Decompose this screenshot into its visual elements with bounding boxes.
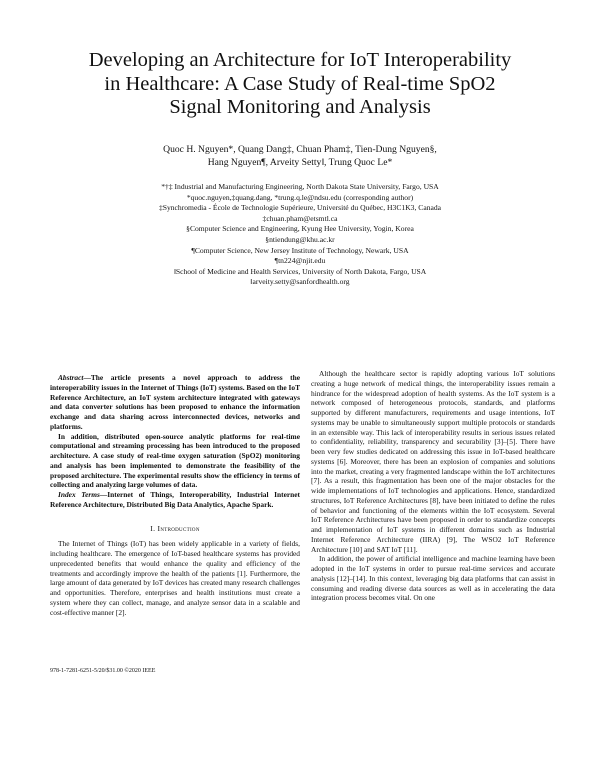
index-terms xyxy=(50,490,300,510)
body-paragraph: Although the healthcare sector is rapidly adopting various IoT solutions creating a huge network of medical things, the interoperability issues remain a hindrance for the widespread adoption of health systems. As the IoT system is a network composed of heterogeneous protocols, standards, and platforms supported by different manufacturers, requirements and usage intentions, IoT systems may be unable to simultaneously support multiple protocols or standards in an extensible way. This lack of interoperability results in serious issues related to confidentiality, reliability, transparency and securability [3]–[5]. There have been very few studies dedicated on addressing this issue in IoT-based healthcare systems [6]. Moreover, there has been an explosion of companies and solutions into the market, creating a very fragmented landscape within the IoT architectures [7]. As a result, this fragmentation has been one of the major obstacles for the wide implementations of IoT technologies and applications. Hence, standardized structures, IoT Reference Architectures [8], have been initiated to define the rules of behavior and functioning of the elements within the IoT ecosystem. Several IoT Reference Architectures have been proposed in order to standardize concepts and implementation of IoT systems in different domains such as Industrial Internet Reference Architecture (IIRA) [9], The WSO2 IoT Reference Architecture [10] and SAT IoT [11]. xyxy=(311,369,555,554)
abstract-paragraph: In addition, distributed open-source analytic platforms for real-time computational and streaming processing has been introduced to the proposed architecture. A case study of real-time oxygen saturation (SpO2) monitoring and analysis has been implemented to demonstrate the feasibility of the proposed architecture. The experimental results show the efficiency in terms of collecting and analyzing large volumes of data. xyxy=(50,431,300,490)
title-line: in Healthcare: A Case Study of Real-time SpO2 xyxy=(104,72,496,95)
section-heading: I. Introduction xyxy=(150,523,200,533)
author-line: Hang Nguyen¶, Arveity Setty‖, Trung Quoc Le* xyxy=(207,157,393,168)
affiliation-line: ‖School of Medicine and Health Services, University of North Dakota, Fargo, USA xyxy=(173,266,427,276)
affiliation-email: §ntiendung@khu.ac.kr xyxy=(265,234,335,244)
affiliation-line: *†‡ Industrial and Manufacturing Engineering, North Dakota State University, Fargo, USA xyxy=(161,182,439,191)
index-terms-label: Index Terms xyxy=(58,490,100,499)
right-column xyxy=(311,369,555,603)
title-line: Signal Monitoring and Analysis xyxy=(169,96,431,118)
paper-title xyxy=(40,49,560,120)
affiliations xyxy=(60,182,540,288)
affiliation-line: §Computer Science and Engineering, Kyung Hee University, Yogin, Korea xyxy=(186,224,414,234)
affiliation-email: ‡chuan.pham@etsmtl.ca xyxy=(262,213,338,223)
abstract-text: —The article presents a novel approach to address the interoperability issues in the Internet of Things (IoT) systems. Based on the IoT Reference Architecture, an IoT system architecture integrated with gateways and data converter solutions has been proposed to enhance the information exchange and data sharing across interconnected devices, networks and platforms. xyxy=(50,373,301,431)
abstract-paragraph xyxy=(50,373,300,432)
abstract xyxy=(50,373,300,490)
author-list xyxy=(60,143,540,169)
abstract-label: Abstract xyxy=(58,373,84,382)
affiliation-email: ‖arveity.setty@sanfordhealth.org xyxy=(250,277,350,287)
body-paragraph: In addition, the power of artificial intelligence and machine learning have been adopted in the IoT systems in order to pursue real-time services and accurate analysis [12]–[14]. In this context, leveraging big data platforms that can assist in consuming and reading diverse data sources as well as in accelerating the data integration process becomes vital. On one xyxy=(311,554,555,603)
affiliation-email: ¶tn224@njit.edu xyxy=(274,256,326,266)
affiliation-line: ‡Synchromedia - École de Technologie Supérieure, Université du Québec, H3C1K3, Canada xyxy=(158,203,442,213)
body-paragraph: The Internet of Things (IoT) has been widely applicable in a variety of fields, including healthcare. The emergence of IoT-based healthcare systems has provided unprecedented benefits that would enhance the quality and efficiency of the treatments and accordingly improve the health of the patients [1]. Furthermore, the large amount of data generated by IoT devices has created many research challenges and opportunities. Therefore, enterprises and health institutions must create a system where they can collect, manage, and analyze sensor data in a scalable and cost-effective manner [2]. xyxy=(50,539,300,617)
title-line: Developing an Architecture for IoT Interoperability xyxy=(88,49,512,71)
copyright-footer: 978-1-7281-6251-5/20/$31.00 ©2020 IEEE xyxy=(50,668,156,674)
index-terms-text: —Internet of Things, Interoperability, Industrial Internet Reference Architecture, Distributed Big Data Analytics, Apache Spark. xyxy=(50,490,300,509)
introduction-body xyxy=(50,539,300,617)
left-column xyxy=(50,373,300,617)
author-line: Quoc H. Nguyen*, Quang Dang‡, Chuan Pham‡, Tien-Dung Nguyen§, xyxy=(163,144,437,155)
affiliation-email: *quoc.nguyen,‡quang.dang, *trung.q.le@ndsu.edu (corresponding author) xyxy=(186,192,414,202)
affiliation-line: ¶Computer Science, New Jersey Institute of Technology, Newark, USA xyxy=(191,245,409,255)
